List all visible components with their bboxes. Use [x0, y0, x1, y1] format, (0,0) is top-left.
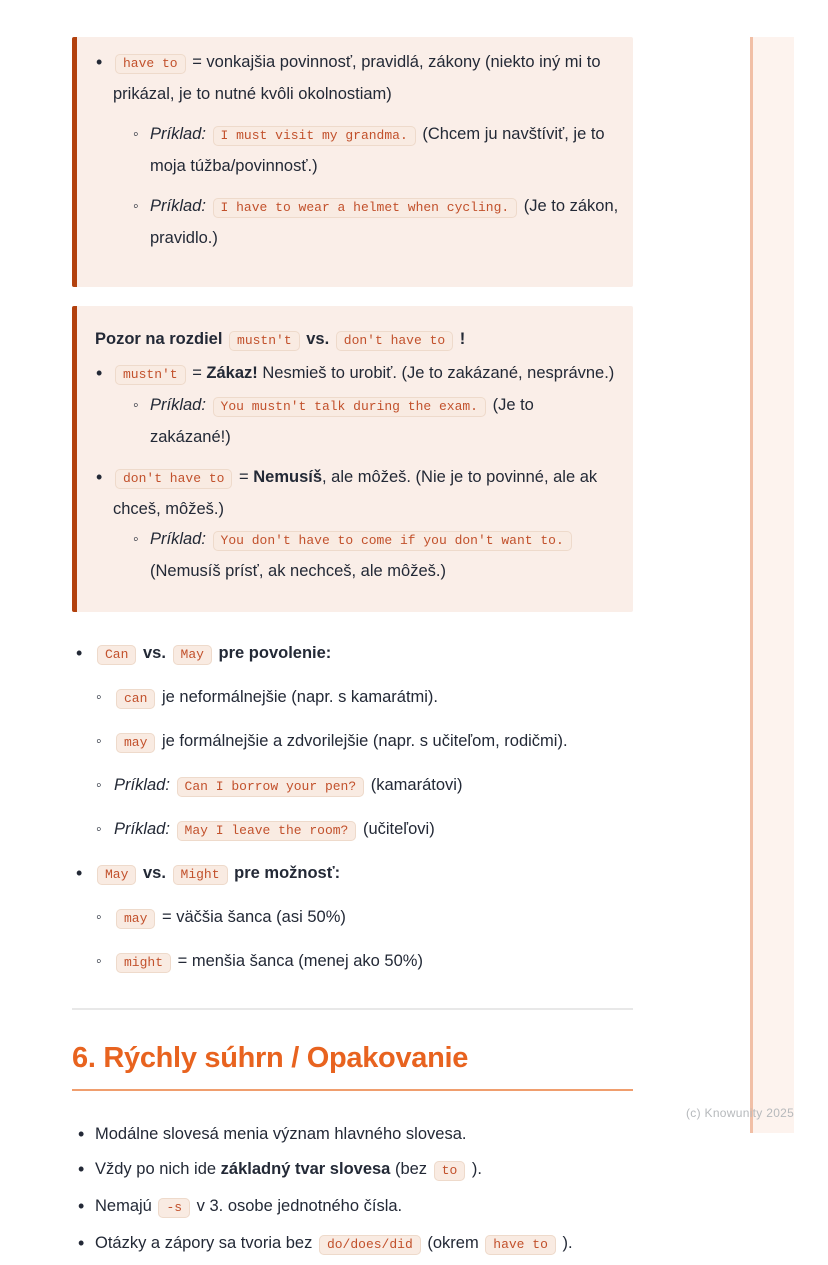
list-item-text	[114, 908, 346, 926]
circle-bullet-icon	[96, 770, 102, 801]
list-item	[93, 191, 619, 253]
bold-text: pre povolenie:	[218, 644, 332, 662]
bullet-icon	[76, 638, 82, 669]
code-chip: Can I borrow your pen?	[177, 777, 365, 797]
plain-text: =	[234, 468, 254, 486]
code-chip: may	[116, 909, 155, 929]
list-item	[72, 770, 633, 802]
callout-have-to	[72, 37, 633, 287]
code-chip: mustn't	[229, 331, 300, 351]
plain-text	[222, 330, 227, 348]
list-item-text	[150, 125, 605, 175]
bullet-icon	[78, 1154, 84, 1185]
bullet-icon	[78, 1119, 84, 1150]
plain-text: = vonkajšia povinnosť, pravidlá, zákony (niekto iný mi to prikázal, je to nutné kvôli okolnostiam)	[113, 53, 601, 103]
code-chip: may	[116, 733, 155, 753]
code-chip: have to	[485, 1235, 556, 1255]
plain-text: (Je to zakázané!)	[150, 396, 534, 446]
italic-text: Príklad:	[150, 396, 206, 414]
bold-text: !	[459, 330, 466, 348]
plain-text: Otázky a zápory sa tvoria bez	[95, 1234, 317, 1252]
italic-text: Príklad:	[114, 776, 170, 794]
circle-bullet-icon	[133, 390, 139, 421]
plain-text: Nesmieš to urobiť. (Je to zakázané, nesprávne.)	[257, 364, 615, 382]
circle-bullet-icon	[133, 191, 139, 222]
plain-text: (Nemusíš prísť, ak nechceš, ale môžeš.)	[150, 562, 446, 580]
plain-text: v 3. osobe jednotného čísla.	[192, 1197, 403, 1215]
plain-text	[166, 644, 171, 662]
bold-text: vs.	[306, 330, 330, 348]
code-chip: don't have to	[115, 469, 232, 489]
code-chip: Can	[97, 645, 136, 665]
plain-text: Nemajú	[95, 1197, 157, 1215]
bullet-icon	[78, 1191, 84, 1222]
circle-bullet-icon	[96, 814, 102, 845]
list-item	[72, 726, 633, 758]
list-item-text	[113, 53, 601, 103]
list-item-text	[150, 396, 534, 446]
plain-text	[206, 396, 211, 414]
plain-text: (učiteľovi)	[358, 820, 435, 838]
copyright-watermark: (c) Knowunity 2025	[686, 1106, 795, 1120]
summary-list	[72, 1119, 633, 1260]
code-chip: to	[434, 1161, 466, 1181]
code-chip: -s	[158, 1198, 190, 1218]
plain-text	[166, 864, 171, 882]
bullet-icon	[96, 47, 102, 78]
permission-possibility-list	[72, 638, 633, 978]
list-item-text	[150, 530, 574, 580]
bullet-icon	[96, 358, 102, 389]
list-item	[72, 902, 633, 934]
list-item	[72, 1191, 633, 1223]
section-divider	[72, 1008, 633, 1010]
code-chip: have to	[115, 54, 186, 74]
bold-text: Nemusíš	[253, 468, 323, 486]
code-chip: can	[116, 689, 155, 709]
plain-text: Vždy po nich ide	[95, 1160, 221, 1178]
plain-text: =	[187, 364, 207, 382]
list-item	[72, 1228, 633, 1260]
circle-bullet-icon	[96, 902, 102, 933]
code-chip: mustn't	[115, 365, 186, 385]
circle-bullet-icon	[133, 119, 139, 150]
page-edge-strip	[750, 37, 794, 1133]
circle-bullet-icon	[96, 726, 102, 757]
bold-text: Zákaz!	[206, 364, 258, 382]
code-chip: do/does/did	[319, 1235, 421, 1255]
code-chip: May	[97, 865, 136, 885]
callout-title	[95, 324, 619, 356]
list-item	[72, 638, 633, 670]
bold-text: základný tvar slovesa	[220, 1160, 391, 1178]
plain-text: je formálnejšie a zdvorilejšie (napr. s učiteľom, rodičmi).	[157, 732, 568, 750]
code-chip: might	[116, 953, 171, 973]
circle-bullet-icon	[96, 682, 102, 713]
bullet-icon	[78, 1228, 84, 1259]
document-content	[72, 0, 633, 1265]
italic-text: Príklad:	[150, 125, 206, 143]
italic-text: Príklad:	[150, 530, 206, 548]
list-item-text	[113, 364, 614, 382]
list-item-text	[114, 776, 462, 794]
code-chip: May I leave the room?	[177, 821, 357, 841]
code-chip: I must visit my grandma.	[213, 126, 416, 146]
plain-text	[206, 125, 211, 143]
list-item	[93, 390, 619, 452]
list-item	[72, 1119, 633, 1149]
plain-text	[170, 776, 175, 794]
code-chip: I have to wear a helmet when cycling.	[213, 198, 518, 218]
code-chip: don't have to	[336, 331, 453, 351]
list-item-text	[95, 1125, 466, 1143]
plain-text: , ale môžeš. (Nie je to povinné, ale ak chceš, môžeš.)	[113, 468, 598, 518]
code-chip: You mustn't talk during the exam.	[213, 397, 486, 417]
plain-text: (bez	[390, 1160, 432, 1178]
bold-text: pre možnosť:	[234, 864, 341, 882]
list-item	[93, 462, 619, 524]
plain-text: ).	[467, 1160, 482, 1178]
list-item	[72, 682, 633, 714]
circle-bullet-icon	[133, 524, 139, 555]
bold-text: vs.	[143, 864, 166, 882]
list-item-text	[113, 468, 597, 518]
list-item-text	[95, 644, 331, 662]
bold-text: vs.	[143, 644, 166, 662]
list-item-text	[95, 1160, 482, 1178]
list-item-text	[114, 688, 438, 706]
code-chip: Might	[173, 865, 228, 885]
list-item	[93, 119, 619, 181]
code-chip: You don't have to come if you don't want to.	[213, 531, 572, 551]
plain-text	[206, 197, 211, 215]
list-item	[93, 47, 619, 109]
list-item-text	[95, 864, 340, 882]
list-item	[72, 1154, 633, 1186]
list-item	[93, 524, 619, 586]
list-item-text	[114, 820, 435, 838]
plain-text: Modálne slovesá menia význam hlavného slovesa.	[95, 1125, 467, 1143]
plain-text	[329, 330, 334, 348]
list-item	[72, 858, 633, 890]
plain-text: je neformálnejšie (napr. s kamarátmi).	[157, 688, 439, 706]
bold-text: Pozor na rozdiel	[95, 330, 223, 348]
circle-bullet-icon	[96, 946, 102, 977]
plain-text: = väčšia šanca (asi 50%)	[157, 908, 346, 926]
plain-text: = menšia šanca (menej ako 50%)	[173, 952, 423, 970]
plain-text	[170, 820, 175, 838]
callout-mustnt-vs-dont-have-to	[72, 306, 633, 612]
list-item	[72, 814, 633, 846]
list-item-text	[95, 1234, 573, 1252]
plain-text: ).	[557, 1234, 573, 1252]
plain-text: (Je to zákon, pravidlo.)	[150, 197, 619, 247]
italic-text: Príklad:	[114, 820, 170, 838]
code-chip: May	[173, 645, 212, 665]
section-heading: 6. Rýchly súhrn / Opakovanie	[72, 1042, 633, 1091]
bullet-icon	[76, 858, 82, 889]
plain-text	[206, 530, 211, 548]
plain-text: (Chcem ju navštíviť, je to moja túžba/povinnosť.)	[150, 125, 605, 175]
list-item-text	[114, 732, 568, 750]
list-item-text	[95, 1197, 402, 1215]
list-item-text	[150, 197, 618, 247]
bullet-icon	[96, 462, 102, 493]
list-item	[72, 946, 633, 978]
list-item-text	[114, 952, 423, 970]
plain-text: (okrem	[422, 1234, 484, 1252]
italic-text: Príklad:	[150, 197, 206, 215]
plain-text: (kamarátovi)	[366, 776, 463, 794]
list-item	[93, 358, 619, 390]
